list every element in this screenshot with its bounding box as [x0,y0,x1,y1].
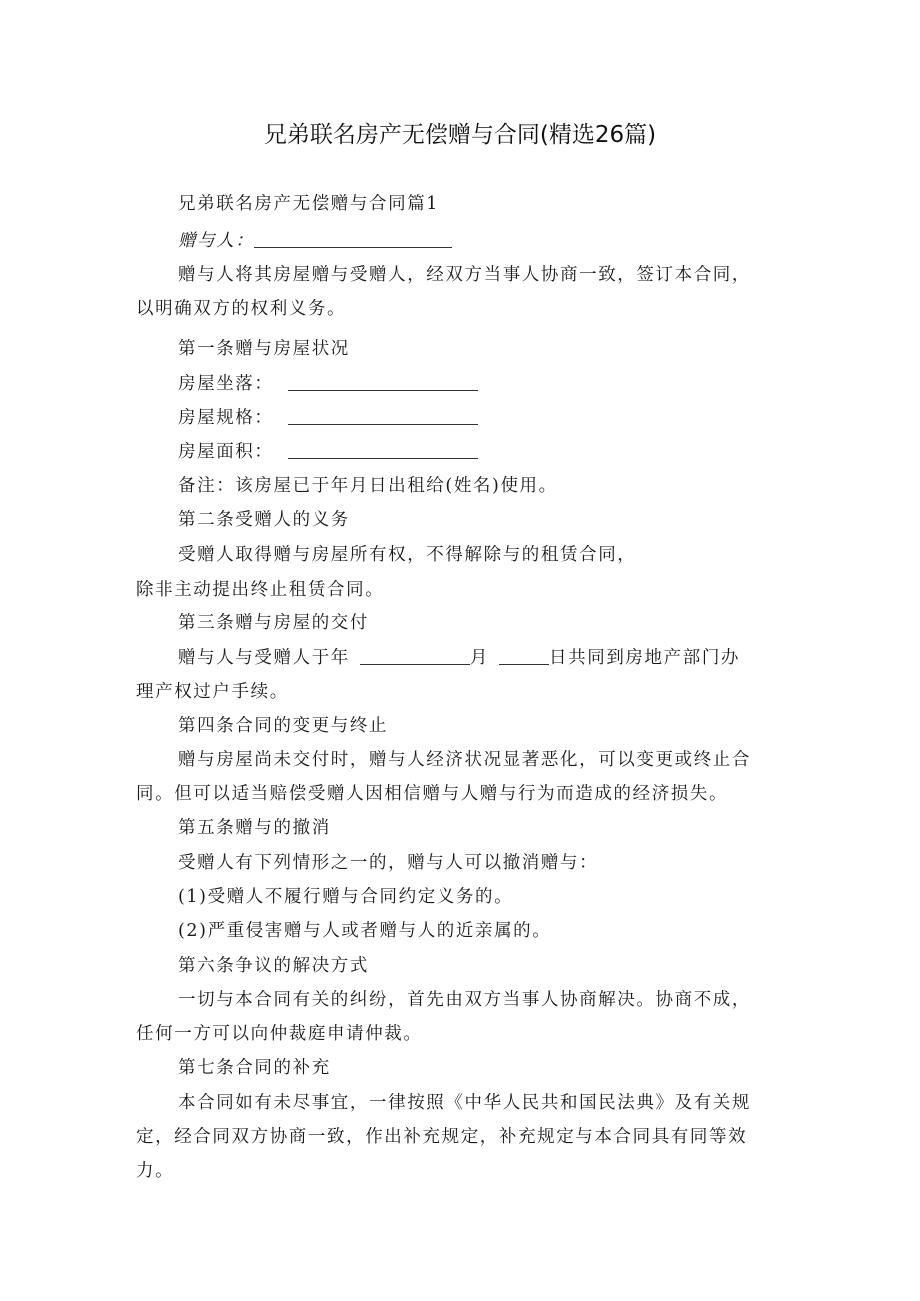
article-6-title: 第六条争议的解决方式 [178,956,369,976]
article-4-text-1: 赠与房屋尚未交付时，赠与人经济状况显著恶化，可以变更或终止合 [178,750,751,770]
area-blank [288,440,478,459]
donor-label: 赠与人： [178,231,255,251]
location-blank [288,372,478,391]
article-4-text-2: 同。但可以适当赔偿受赠人因相信赠与人赠与行为而造成的经济损失。 [136,784,729,804]
article-2-text-1: 受赠人取得赠与房屋所有权，不得解除与的租赁合同， [178,545,637,565]
article-7-title: 第七条合同的补充 [178,1058,331,1078]
location-line [178,370,478,395]
intro-line-2: 以明确双方的权利义务。 [136,299,347,319]
spec-label: 房屋规格： [178,408,274,428]
article-3-text-1 [178,644,740,669]
article-5-text: 受赠人有下列情形之一的，赠与人可以撤消赠与： [178,853,599,873]
month-blank [499,646,549,665]
article-7-text-3: 力。 [136,1161,175,1181]
spec-line [178,404,478,429]
article-6-text-2: 任何一方可以向仲裁庭申请仲裁。 [136,1024,423,1044]
donor-blank [254,229,452,248]
article-3-title: 第三条赠与房屋的交付 [178,613,369,633]
spec-blank [288,406,478,425]
location-label: 房屋坐落： [178,374,274,394]
intro-line-1: 赠与人将其房屋赠与受赠人，经双方当事人协商一致，签订本合同， [178,265,751,285]
article-7-text-2: 定，经合同双方协商一致，作出补充规定，补充规定与本合同具有同等效 [136,1127,748,1147]
article-3-part-a: 赠与人与受赠人于年 [178,648,350,668]
article-4-title: 第四条合同的变更与终止 [178,716,389,736]
donor-line [178,227,452,252]
area-line [178,438,478,463]
article-6-text-1: 一切与本合同有关的纠纷，首先由双方当事人协商解决。协商不成， [178,990,751,1010]
article-1-title: 第一条赠与房屋状况 [178,339,350,359]
article-5-item-1: (1)受赠人不履行赠与合同约定义务的。 [178,887,514,907]
article-2-text-2: 除非主动提出终止租赁合同。 [136,580,385,600]
article-3-text-2: 理产权过户手续。 [136,682,289,702]
year-blank [360,646,470,665]
section-heading: 兄弟联名房产无偿赠与合同篇1 [178,194,440,214]
article-3-part-c: 日共同到房地产部门办 [549,648,741,668]
remark-line: 备注：该房屋已于年月日出租给(姓名)使用。 [178,476,558,496]
document-title: 兄弟联名房产无偿赠与合同(精选26篇) [263,122,657,148]
article-5-item-2: (2)严重侵害赠与人或者赠与人的近亲属的。 [178,921,552,941]
article-5-title: 第五条赠与的撤消 [178,818,331,838]
article-3-part-b: 月 [469,648,490,668]
article-2-title: 第二条受赠人的义务 [178,510,350,530]
article-7-text-1: 本合同如有未尽事宜，一律按照《中华人民共和国民法典》及有关规 [178,1093,751,1113]
area-label: 房屋面积： [178,442,274,462]
